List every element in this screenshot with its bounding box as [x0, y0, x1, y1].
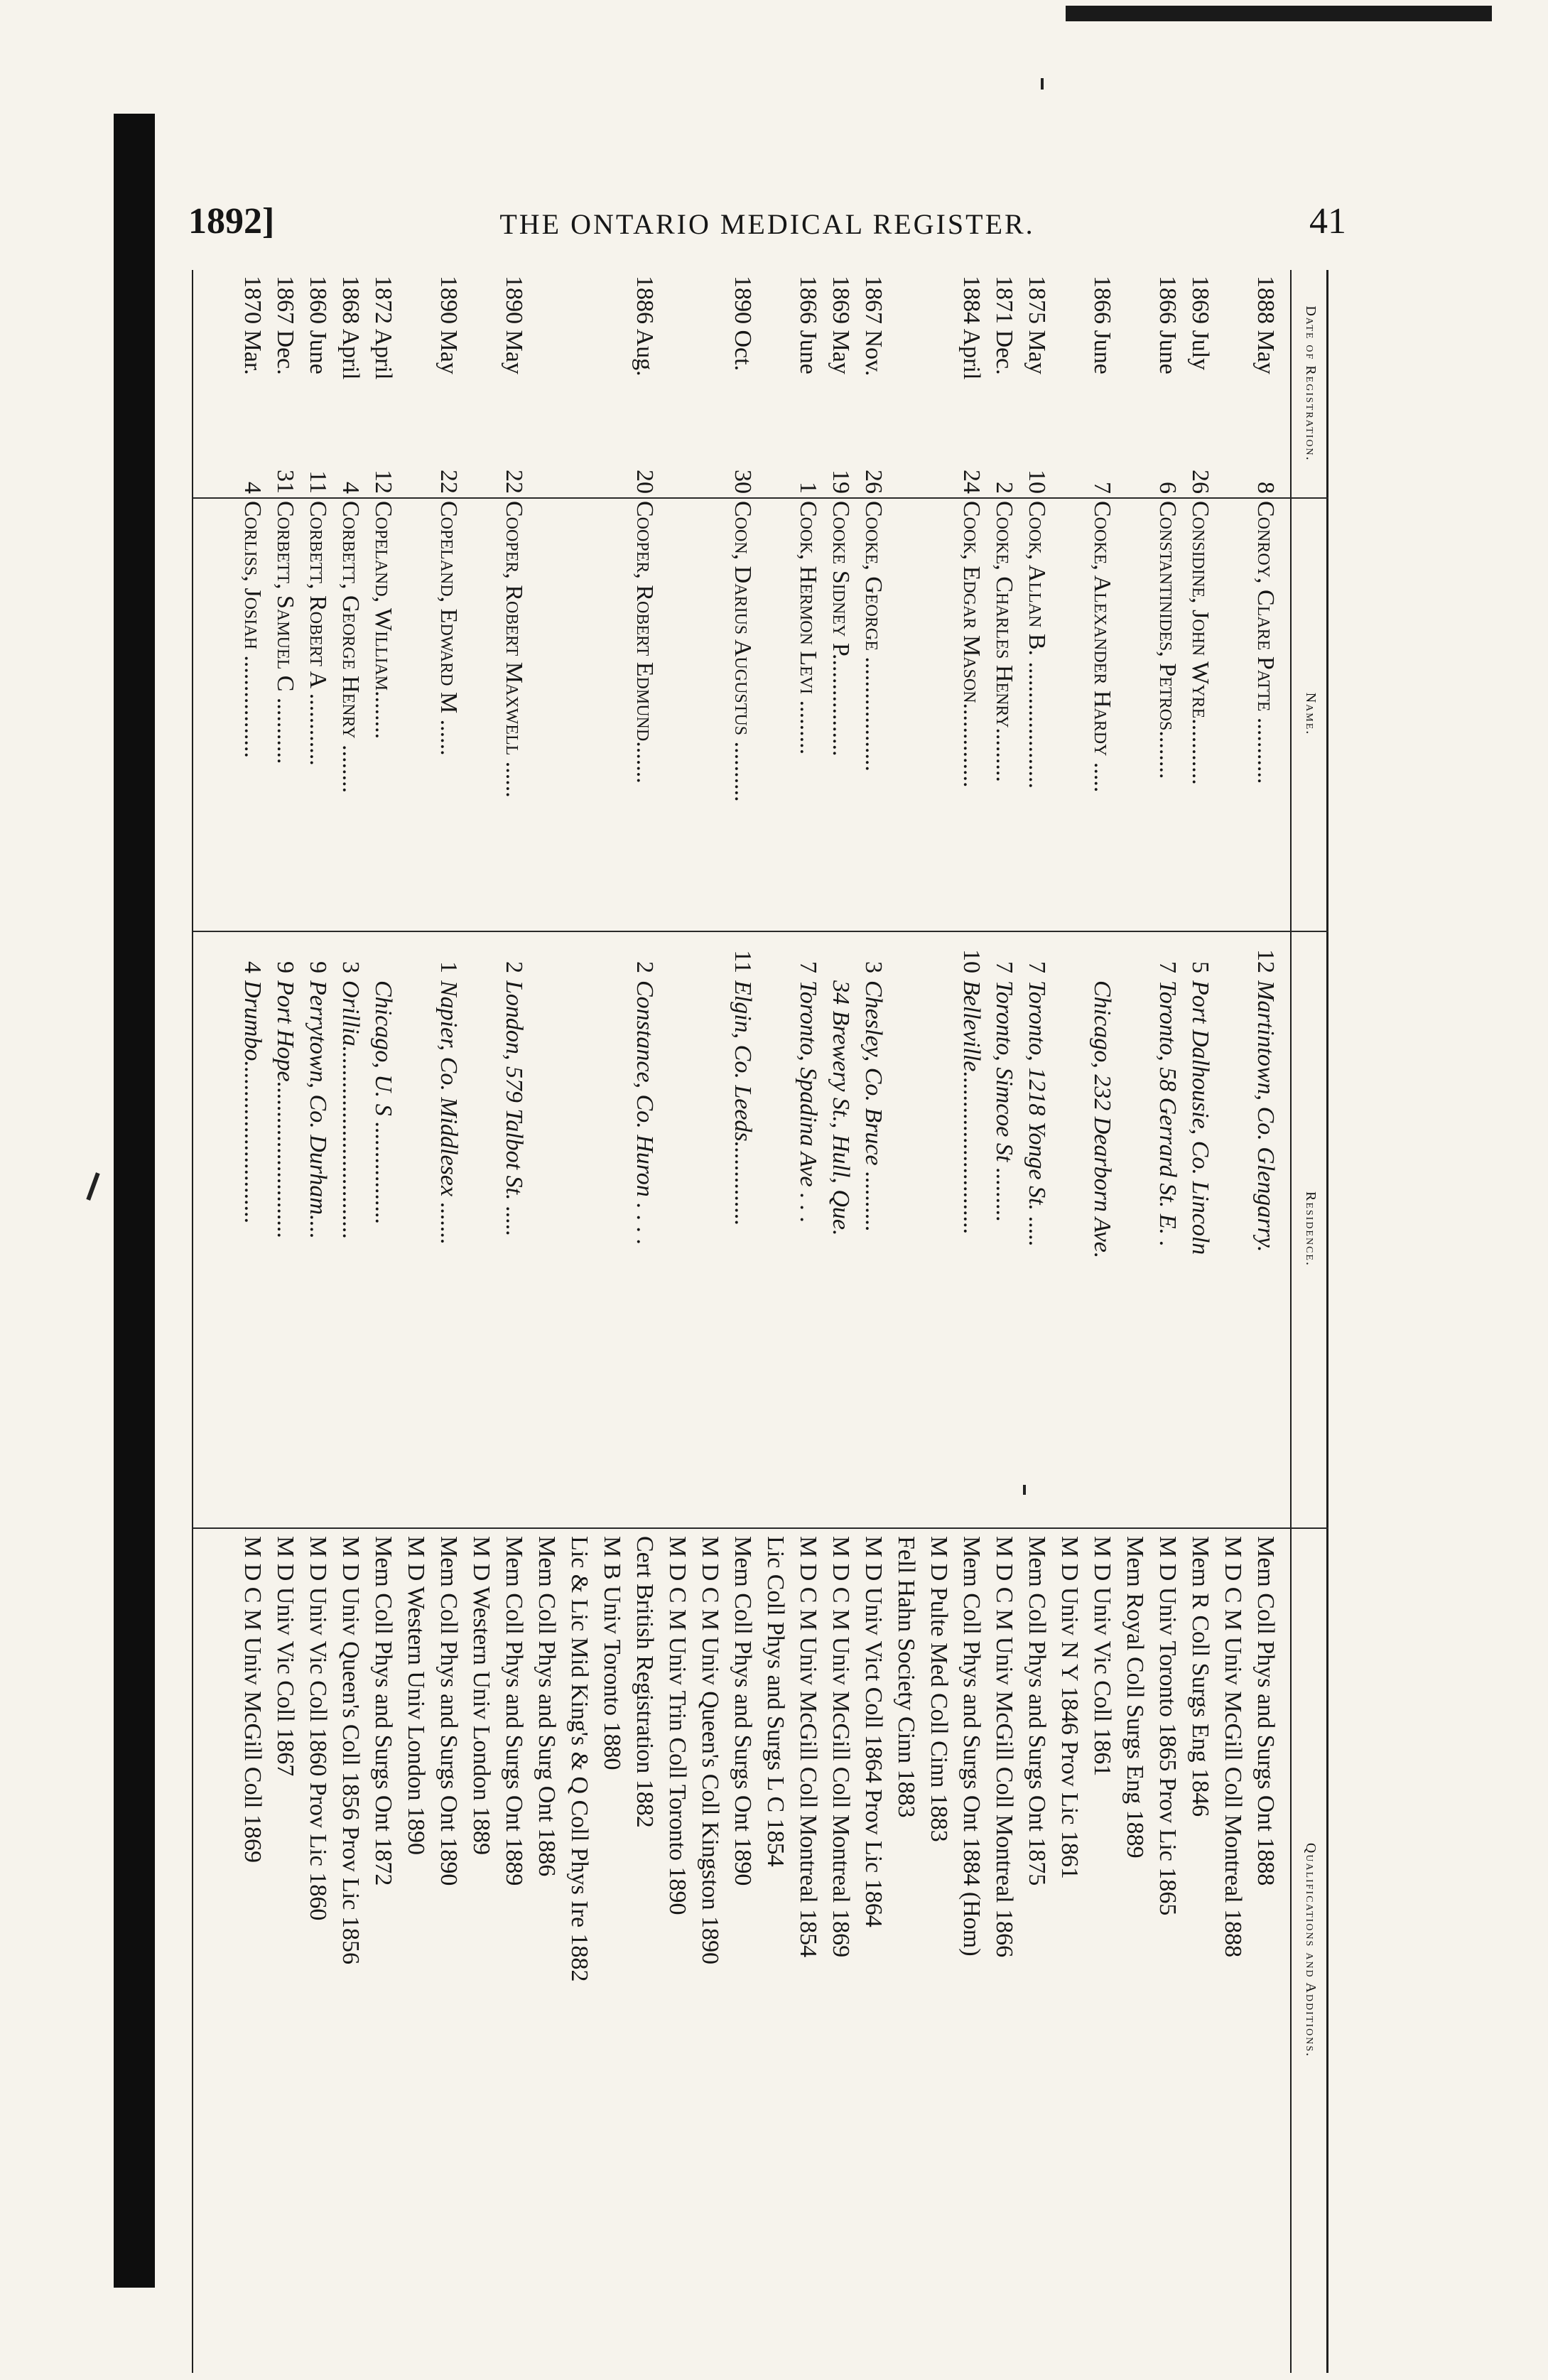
- name-cell: Cook, Hermon Levi .........: [795, 501, 821, 755]
- residence-cell: Orillia................................: [337, 980, 364, 1240]
- qualification-cell: M D Univ Toronto 1865 Prov Lic 1865: [1154, 1536, 1181, 1916]
- qualification-cell: M D Western Univ London 1889: [468, 1536, 494, 1855]
- name-cell: Corbett, Samuel C ...........: [272, 501, 298, 764]
- qualification-cell: Fell Hahn Society Cinn 1883: [893, 1536, 919, 1818]
- name-cell: Corliss, Josiah .................: [239, 501, 266, 758]
- header-bottom-rule: [1290, 270, 1292, 2373]
- table-row: [821, 270, 854, 2373]
- date-cell: 1884 April: [958, 276, 985, 380]
- residence-cell: Perrytown, Co. Durham....: [305, 980, 331, 1239]
- division-cell: 11: [730, 950, 756, 973]
- division-cell: 4: [239, 961, 266, 973]
- scan-top-edge-mark: [1066, 6, 1492, 21]
- day-cell: 4: [337, 482, 364, 494]
- date-cell: 1869 May: [828, 276, 854, 374]
- division-cell: 10: [958, 949, 985, 973]
- name-cell: Cooke, Charles Henry.........: [991, 501, 1017, 782]
- table-bottom-rule: [192, 270, 193, 2373]
- qualification-cell: Mem Coll Phys and Surgs Ont 1888: [1252, 1536, 1279, 1886]
- table-row: [1213, 270, 1246, 2373]
- qualification-cell: Mem Coll Phys and Surgs Ont 1890: [435, 1536, 462, 1886]
- table-row: [756, 270, 789, 2373]
- residence-cell: Toronto, 1218 Yonge St. .....: [1024, 980, 1050, 1248]
- table-row: [952, 270, 985, 2373]
- day-cell: 7: [1089, 482, 1115, 494]
- division-cell: 3: [860, 961, 887, 973]
- day-cell: 24: [958, 470, 985, 494]
- qualification-cell: Mem Coll Phys and Surgs Ont 1884 (Hom): [958, 1536, 985, 1957]
- table-row: [396, 270, 429, 2373]
- day-cell: 22: [501, 470, 527, 494]
- qualification-cell: Lic & Lic Mid King's & Q Coll Phys Ire 1882: [566, 1536, 592, 1982]
- day-cell: 6: [1154, 482, 1181, 494]
- qualification-cell: M D Univ N Y 1846 Prov Lic 1861: [1056, 1536, 1083, 1879]
- table-row: [658, 270, 691, 2373]
- qualification-cell: Mem Coll Phys and Surgs Ont 1890: [730, 1536, 756, 1886]
- day-cell: 30: [730, 470, 756, 494]
- header-date: Date of Registration.: [1303, 305, 1319, 462]
- date-cell: 1867 Nov.: [860, 276, 887, 377]
- residence-cell: Napier, Co. Middlesex .......: [435, 980, 462, 1245]
- table-row: [985, 270, 1017, 2373]
- name-cell: Copeland, William........: [370, 501, 396, 740]
- name-cell: Cooke, Alexander Hardy .....: [1089, 501, 1115, 793]
- table-row: [266, 270, 298, 2373]
- day-cell: 31: [272, 470, 298, 494]
- date-cell: 1868 April: [337, 276, 364, 380]
- header-residence: Residence.: [1303, 1191, 1319, 1267]
- division-cell: 7: [1154, 961, 1181, 973]
- name-cell: Cooke Sidney P.................: [828, 501, 854, 757]
- division-cell: 7: [795, 961, 821, 973]
- division-cell: 9: [305, 961, 331, 973]
- qualification-cell: Lic Coll Phys and Surgs L C 1854: [762, 1536, 789, 1867]
- qualification-cell: M D C M Univ McGill Coll Montreal 1869: [828, 1536, 854, 1958]
- division-cell: 9: [272, 961, 298, 973]
- table-row: [364, 270, 396, 2373]
- residence-cell: Port Dalhousie, Co. Lincoln: [1187, 980, 1213, 1255]
- qualification-cell: M D C M Univ Trin Coll Toronto 1890: [664, 1536, 691, 1915]
- residence-cell: Port Hope..........................: [272, 980, 298, 1239]
- date-cell: 1890 May: [435, 276, 462, 374]
- division-cell: 1: [435, 961, 462, 973]
- scan-speck: [86, 1172, 99, 1201]
- day-cell: 8: [1252, 482, 1279, 494]
- day-cell: 1: [795, 482, 821, 494]
- name-cell: Cook, Edgar Mason..............: [958, 501, 985, 788]
- scan-speck: [1041, 78, 1044, 90]
- qualification-cell: M D Univ Vict Coll 1864 Prov Lic 1864: [860, 1536, 887, 1927]
- residence-cell: Elgin, Co. Leeds..............: [730, 980, 756, 1226]
- residence-cell: Martintown, Co. Glengarry.: [1252, 980, 1279, 1253]
- day-cell: 26: [860, 470, 887, 494]
- table-row: [560, 270, 592, 2373]
- qualification-cell: Mem Coll Phys and Surgs Ont 1875: [1024, 1536, 1050, 1886]
- header-name: Name.: [1303, 692, 1319, 736]
- day-cell: 4: [239, 482, 266, 494]
- qualification-cell: M D Univ Vic Coll 1861: [1089, 1536, 1115, 1777]
- table-row: [854, 270, 887, 2373]
- table-row: [1181, 270, 1213, 2373]
- table-row: [331, 270, 364, 2373]
- name-cell: Corbett, Robert A ............: [305, 501, 331, 766]
- qualification-cell: M D Univ Queen's Coll 1856 Prov Lic 1856: [337, 1536, 364, 1964]
- table-row: [1050, 270, 1083, 2373]
- name-cell: Copeland, Edward M ......: [435, 501, 462, 756]
- division-cell: 2: [632, 961, 658, 973]
- qualification-cell: M D Univ Vic Coll 1860 Prov Lic 1860: [305, 1536, 331, 1921]
- division-cell: 2: [501, 961, 527, 973]
- residence-cell: Drumbo...........................: [239, 980, 266, 1224]
- table-row: [429, 270, 462, 2373]
- division-cell: 7: [1024, 961, 1050, 973]
- day-cell: 19: [828, 470, 854, 494]
- qualification-cell: M D C M Univ McGill Coll Montreal 1888: [1220, 1536, 1246, 1958]
- table-row: [625, 270, 658, 2373]
- table-row: [919, 270, 952, 2373]
- qualification-cell: M D Univ Vic Coll 1867: [272, 1536, 298, 1777]
- page-number: 41: [1309, 201, 1346, 242]
- name-cell: Constantinides, Petros........: [1154, 501, 1181, 779]
- day-cell: 2: [991, 482, 1017, 494]
- qualification-cell: M D Western Univ London 1890: [403, 1536, 429, 1855]
- residence-cell: Chesley, Co. Bruce ..........: [860, 980, 887, 1233]
- date-cell: 1869 July: [1187, 276, 1213, 371]
- scan-binding-shadow: [114, 114, 155, 2288]
- name-cell: Coon, Darius Augustus ..........: [730, 501, 756, 802]
- division-cell: 3: [337, 961, 364, 973]
- date-cell: 1871 Dec.: [991, 276, 1017, 375]
- residence-cell: London, 579 Talbot St. .....: [501, 980, 527, 1237]
- qualification-cell: Mem Royal Coll Surgs Eng 1889: [1122, 1536, 1148, 1859]
- date-cell: 1866 June: [1154, 276, 1181, 374]
- division-cell: 7: [991, 961, 1017, 973]
- residence-cell: Toronto, Spadina Ave . . .: [795, 980, 821, 1223]
- name-cell: Conroy, Clare Patte ...........: [1252, 501, 1279, 784]
- table-row: [691, 270, 723, 2373]
- table-row: [723, 270, 756, 2373]
- residence-cell: 34 Brewery St., Hull, Que.: [828, 980, 854, 1236]
- date-cell: 1866 June: [795, 276, 821, 374]
- qualification-cell: Mem Coll Phys and Surg Ont 1886: [534, 1536, 560, 1877]
- name-cell: Considine, John Wyre...........: [1187, 501, 1213, 785]
- date-cell: 1890 May: [501, 276, 527, 374]
- day-cell: 10: [1024, 470, 1050, 494]
- qualification-cell: Cert British Registration 1882: [632, 1536, 658, 1828]
- qualification-cell: M D C M Univ McGill Coll 1869: [239, 1536, 266, 1863]
- date-cell: 1866 June: [1089, 276, 1115, 374]
- date-cell: 1875 May: [1024, 276, 1050, 374]
- date-cell: 1860 June: [305, 276, 331, 374]
- name-cell: Cooper, Robert Maxwell ......: [501, 501, 527, 798]
- day-cell: 22: [435, 470, 462, 494]
- qualification-cell: M B Univ Toronto 1880: [599, 1536, 625, 1770]
- division-cell: 12: [1252, 949, 1279, 973]
- date-cell: 1870 Mar.: [239, 276, 266, 375]
- division-cell: 5: [1187, 961, 1213, 973]
- name-cell: Cooper, Robert Edmund.......: [632, 501, 658, 784]
- residence-cell: Toronto, 58 Gerrard St. E. .: [1154, 980, 1181, 1247]
- date-cell: 1890 Oct.: [730, 276, 756, 372]
- residence-cell: Belleville...........................: [958, 980, 985, 1235]
- residence-cell: Constance, Co. Huron . . . .: [632, 980, 658, 1245]
- residence-cell: Toronto, Simcoe St .........: [991, 980, 1017, 1223]
- date-cell: 1886 Aug.: [632, 276, 658, 377]
- table-row: [494, 270, 527, 2373]
- qualification-cell: M D Pulte Med Coll Cinn 1883: [926, 1536, 952, 1842]
- table-row: [233, 270, 266, 2373]
- register-table: [192, 270, 1328, 2373]
- qualification-cell: M D C M Univ McGill Coll Montreal 1866: [991, 1536, 1017, 1958]
- date-cell: 1867 Dec.: [272, 276, 298, 375]
- page-title: THE ONTARIO MEDICAL REGISTER.: [499, 208, 1035, 240]
- day-cell: 20: [632, 470, 658, 494]
- table-row: [1017, 270, 1050, 2373]
- page-header: [188, 200, 1346, 250]
- day-cell: 11: [305, 470, 331, 494]
- table-row: [298, 270, 331, 2373]
- table-row: [789, 270, 821, 2373]
- residence-cell: Chicago, 232 Dearborn Ave.: [1089, 980, 1115, 1259]
- qualification-cell: M D C M Univ Queen's Coll Kingston 1890: [697, 1536, 723, 1965]
- qualification-cell: M D C M Univ McGill Coll Montreal 1854: [795, 1536, 821, 1958]
- qualification-cell: Mem Coll Phys and Surgs Ont 1889: [501, 1536, 527, 1886]
- name-cell: Cooke, George ...................: [860, 501, 887, 772]
- date-cell: 1872 April: [370, 276, 396, 380]
- table-row: [1246, 270, 1279, 2373]
- residence-cell: Chicago, U. S .................: [370, 980, 396, 1225]
- name-cell: Corbett, George Henry ........: [337, 501, 364, 794]
- page-year: 1892]: [188, 201, 275, 242]
- table-row: [1148, 270, 1181, 2373]
- qualification-cell: Mem R Coll Surgs Eng 1846: [1187, 1536, 1213, 1817]
- table-row: [1083, 270, 1115, 2373]
- name-cell: Cook, Allan B. .....................: [1024, 501, 1050, 789]
- table-row: [527, 270, 560, 2373]
- header-qualifications: Qualifications and Additions.: [1303, 1842, 1319, 2058]
- table-row: [887, 270, 919, 2373]
- day-cell: 12: [370, 470, 396, 494]
- qualification-cell: Mem Coll Phys and Surgs Ont 1872: [370, 1536, 396, 1886]
- date-cell: 1888 May: [1252, 276, 1279, 374]
- day-cell: 26: [1187, 470, 1213, 494]
- table-row: [1115, 270, 1148, 2373]
- table-row: [592, 270, 625, 2373]
- table-row: [462, 270, 494, 2373]
